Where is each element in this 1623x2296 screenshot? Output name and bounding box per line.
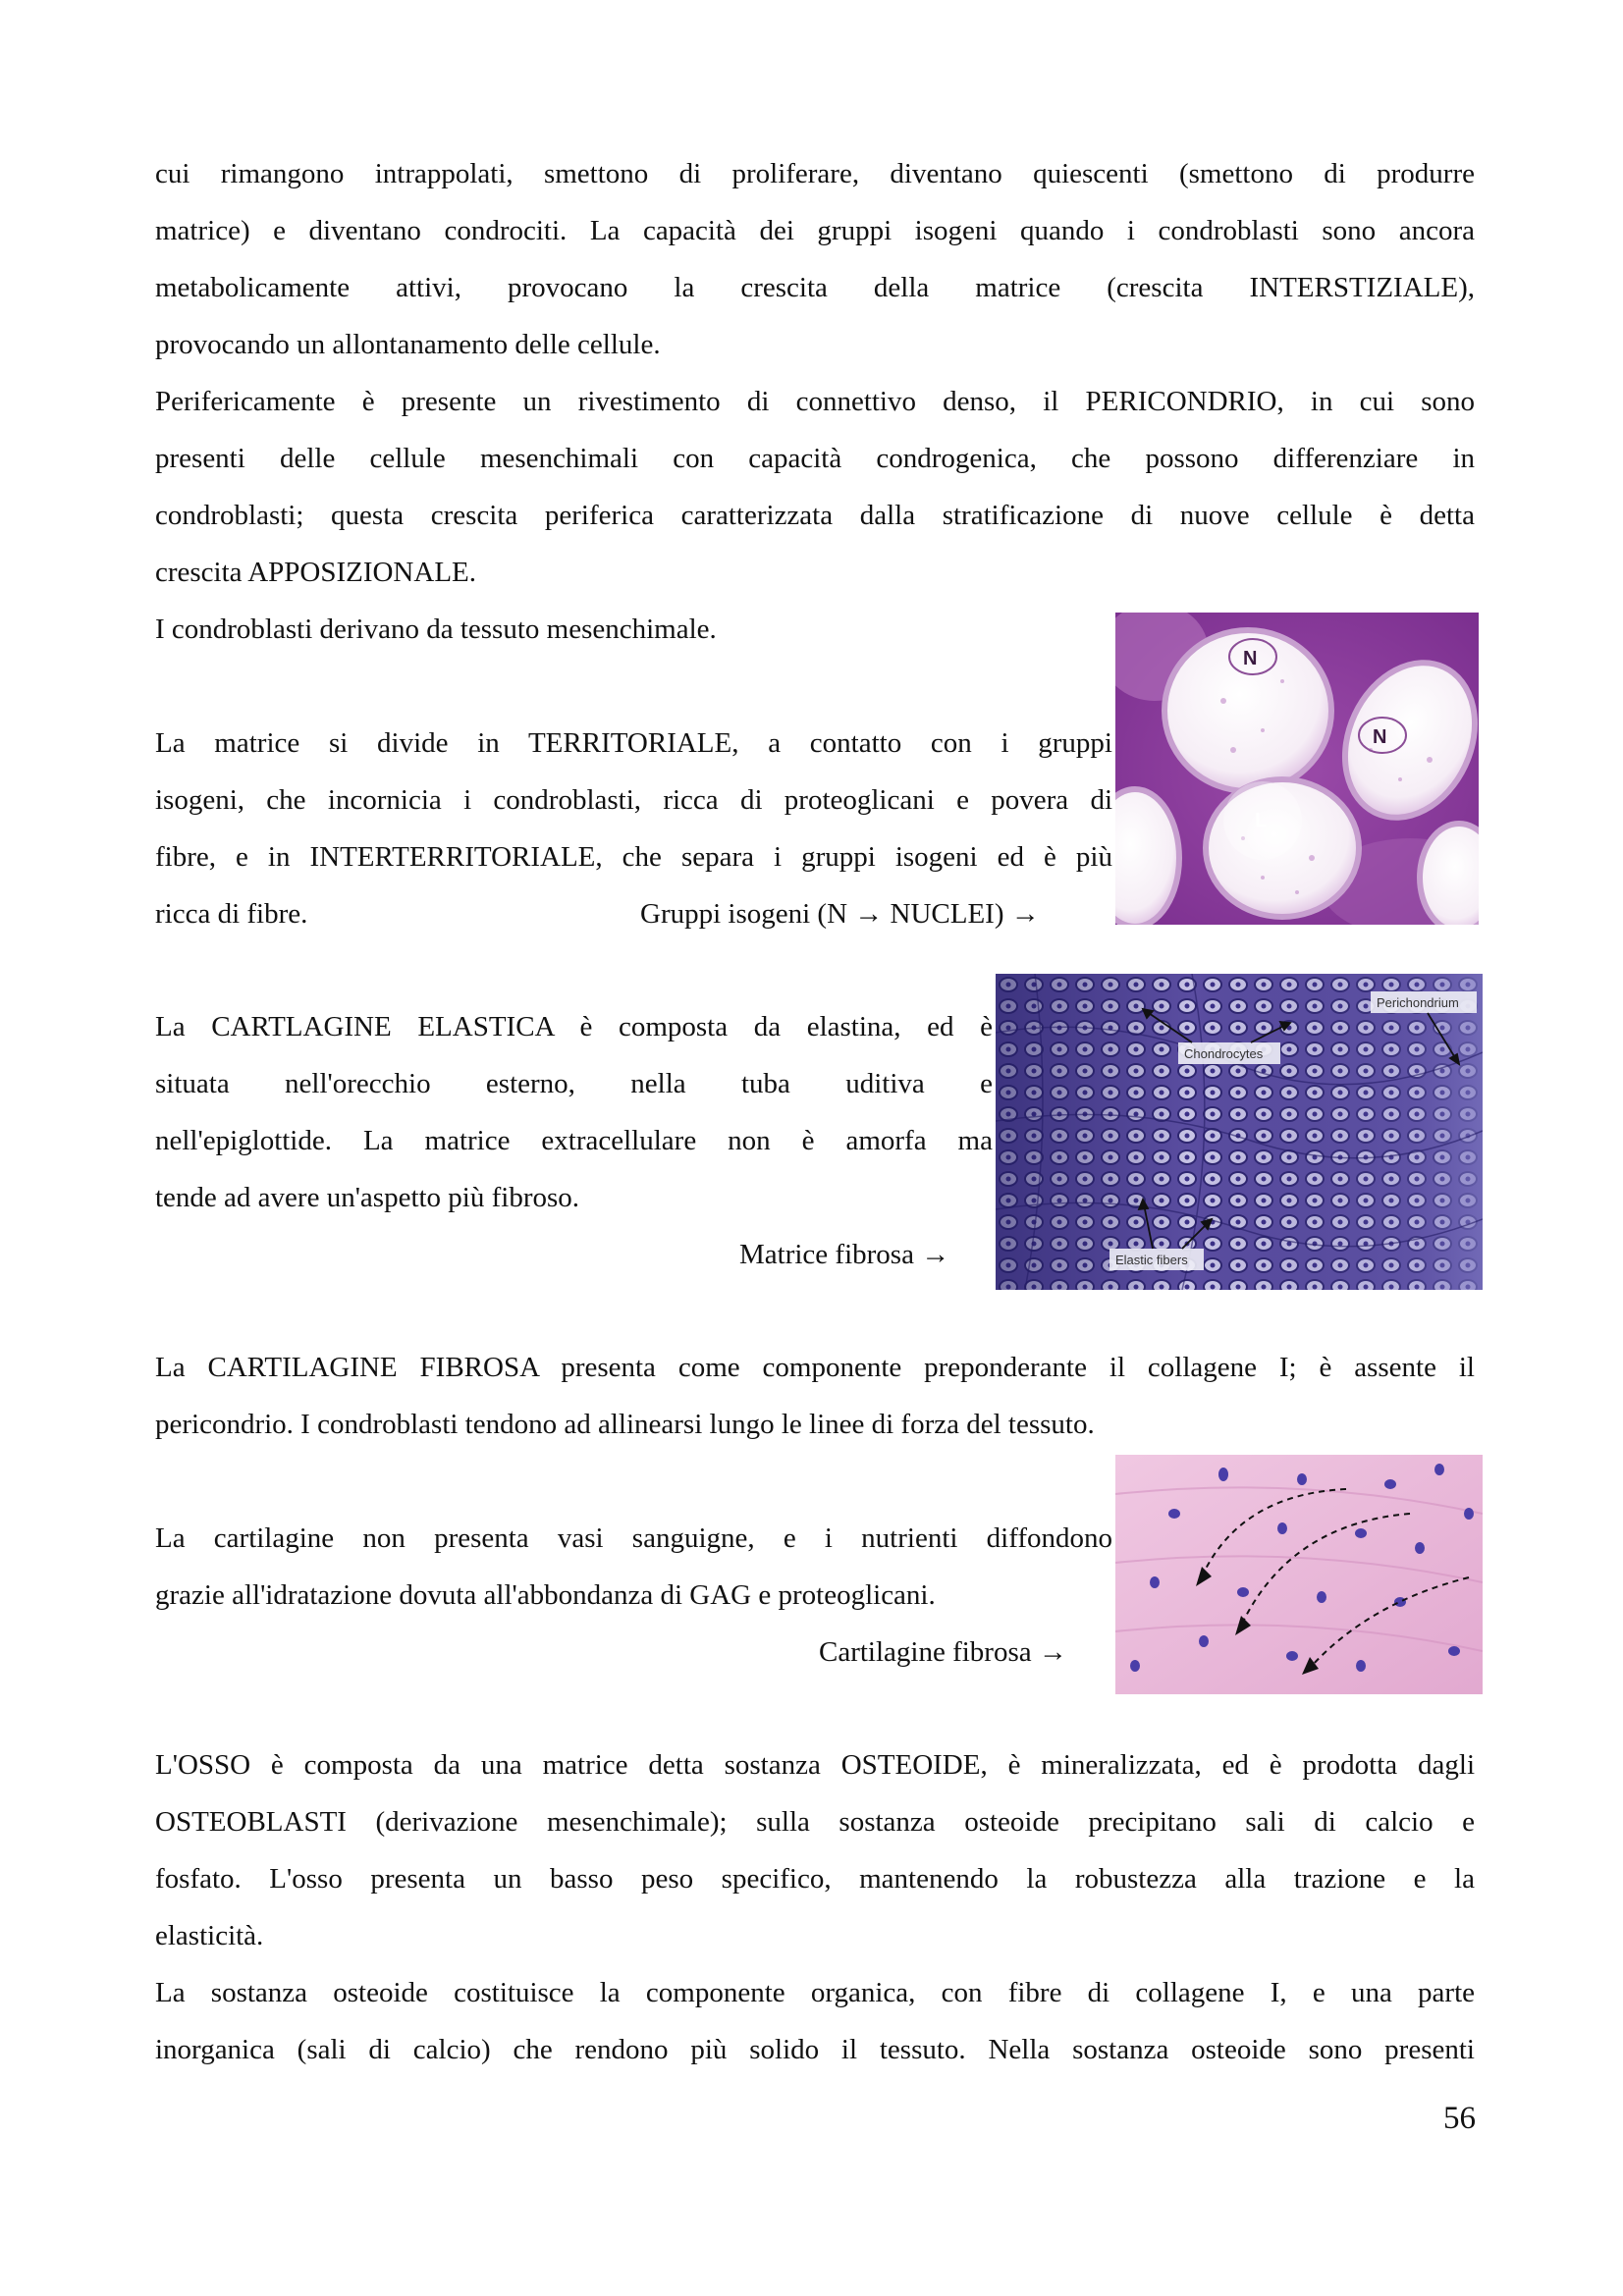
histology-elastic-cartilage-image: [996, 974, 1483, 1290]
histology-fibrous-cartilage-image: [1115, 1455, 1483, 1694]
caption-gruppi-isogeni: Gruppi isogeni (N → NUCLEI) →: [640, 898, 1040, 930]
caption-cartilagine-fibrosa: Cartilagine fibrosa →: [819, 1636, 1067, 1668]
label-n-2: N: [1373, 726, 1387, 748]
figure-cartilagine-elastica: [996, 974, 1483, 1290]
figure-cartilagine-fibrosa: [1115, 1455, 1483, 1694]
label-n-1: N: [1243, 648, 1258, 669]
paragraph-cartilagine-fibrosa: La CARTILAGINE FIBROSA presenta come componente preponderante il collagene I; è assente il pericondrio. I condroblasti tendono ad allinearsi lungo le linee di forza del tessuto.: [155, 1352, 1475, 1440]
label-perichondrium: Perichondrium: [1377, 995, 1459, 1010]
caption-matrice-fibrosa: Matrice fibrosa →: [739, 1239, 950, 1270]
paragraph-nutrienti: La cartilagine non presenta vasi sanguigne, e i nutrienti diffondono grazie all'idratazione dovuta all'abbondanza di GAG e proteoglicani.: [155, 1522, 1112, 1611]
paragraph-crescita-interstiziale: cui rimangono intrappolati, smettono di proliferare, diventano quiescenti (smettono di produrre matrice) e diventano condrociti. La capacità dei gruppi isogeni quando i condroblasti sono ancora metabolicamente attivi, provocano la crescita della matrice (crescita INTERSTIZIALE), provocando un allontanamento delle cellule.: [155, 158, 1475, 360]
paragraph-pericondrio: Perifericamente è presente un rivestimento di connettivo denso, il PERICONDRIO, in cui sono presenti delle cellule mesenchimali con capacità condrogenica, che possono differenziare in condroblasti; questa crescita periferica caratterizzata dalla stratificazione di nuove cellule è detta crescita APPOSIZIONALE.: [155, 386, 1475, 588]
label-l: L: [1255, 810, 1268, 831]
histology-isogenous-groups-image: [1115, 613, 1479, 925]
paragraph-matrice-territoriale: La matrice si divide in TERRITORIALE, a contatto con i gruppi isogeni, che incornicia i condroblasti, ricca di proteoglicani e povera di fibre, e in INTERTERRITORIALE, che separa i gruppi isogeni ed è più ricca di fibre.: [155, 727, 1112, 930]
paragraph-origine-condroblasti: I condroblasti derivano da tessuto mesenchimale.: [155, 614, 717, 645]
label-elastic-fibers: Elastic fibers: [1115, 1253, 1188, 1267]
paragraph-sostanza-osteoide: La sostanza osteoide costituisce la componente organica, con fibre di collagene I, e una parte inorganica (sali di calcio) che rendono più solido il tessuto. Nella sostanza osteoide sono presenti: [155, 1977, 1475, 2065]
paragraph-cartilagine-elastica: La CARTLAGINE ELASTICA è composta da elastina, ed è situata nell'orecchio esterno, nella tuba uditiva e nell'epiglottide. La matrice extracellulare non è amorfa ma tende ad avere un'aspetto più fibroso.: [155, 1011, 993, 1213]
label-chondrocytes: Chondrocytes: [1184, 1046, 1264, 1061]
figure-gruppi-isogeni: [1115, 613, 1479, 925]
page-number: 56: [1443, 2101, 1476, 2136]
paragraph-osso: L'OSSO è composta da una matrice detta sostanza OSTEOIDE, è mineralizzata, ed è prodotta dagli OSTEOBLASTI (derivazione mesenchimale); sulla sostanza osteoide precipitano sali di calcio e fosfato. L'osso presenta un basso peso specifico, mantenendo la robustezza alla trazione e la elasticità.: [155, 1749, 1475, 1951]
